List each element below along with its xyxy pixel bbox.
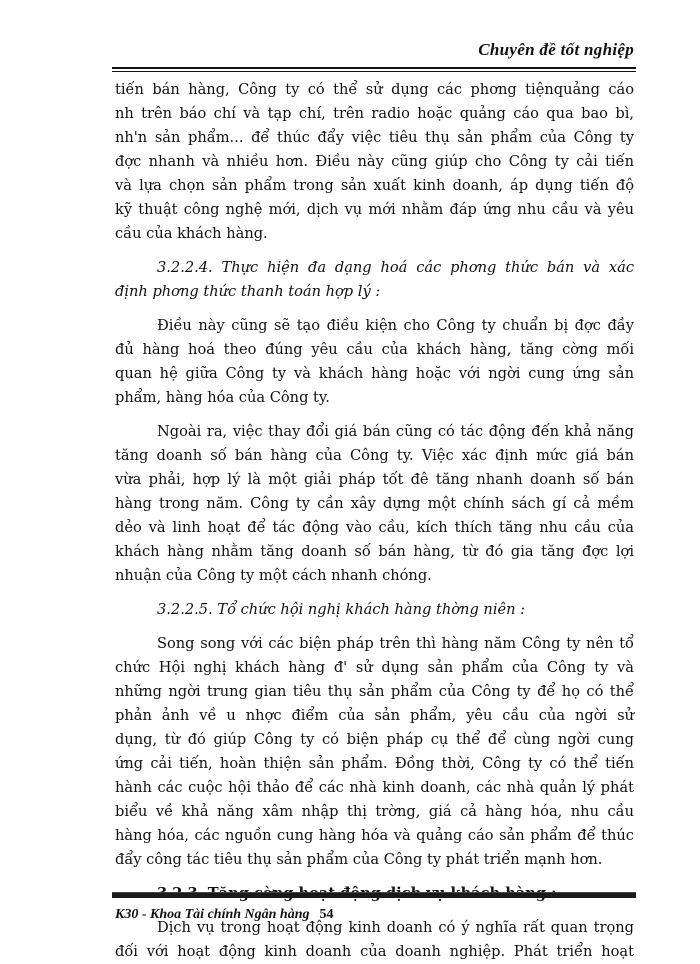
text-line: đối với hoạt động kinh doanh của doanh nghiệp. Phát triển hoạt xyxy=(115,943,634,960)
paragraph xyxy=(115,420,634,588)
text-line: chức Hội nghị khách hàng đ' sử dụng sản phẩm của Công ty và xyxy=(115,659,634,676)
heading-line: 3.2.2.4. Thực hiện đa dạng hoá các phơng thức bán và xác xyxy=(157,259,634,276)
text-line: phản ảnh về u nhợc điểm của sản phẩm, yêu cầu của ngời sử xyxy=(115,707,634,724)
paragraph-continuation xyxy=(115,78,634,246)
text-line: kỹ thuật công nghệ mới, dịch vụ mới nhằm đáp ứng nhu cầu và yêu xyxy=(115,201,634,218)
footer-label: K30 - Khoa Tài chính Ngân hàng xyxy=(115,907,310,922)
section-heading-3225: 3.2.2.5. Tổ chức hội nghị khách hàng thờng niên : xyxy=(157,601,526,618)
text-line: Dịch vụ trong hoạt động kinh doanh có ý nghĩa rất quan trọng xyxy=(157,919,634,936)
paragraph xyxy=(115,632,634,872)
section-heading-3224 xyxy=(115,256,634,304)
text-line: đợc nhanh và nhiều hơn. Điều này cũng giúp cho Công ty cải tiến xyxy=(115,153,634,170)
text-line: Song song với các biện pháp trên thì hàng năm Công ty nên tổ xyxy=(157,635,634,652)
text-line: những ngời trung gian tiêu thụ sản phẩm của Công ty để họ có thể xyxy=(115,683,634,700)
text-line: hàng hóa, các nguồn cung hàng hóa và quảng cáo sản phẩm để thúc xyxy=(115,827,634,844)
text-line: biểu về khả năng xâm nhập thị trờng, giá cả hàng hóa, nhu cầu xyxy=(115,803,634,820)
text-line: ứng cải tiến, hoàn thiện sản phẩm. Đồng thời, Công ty có thể tiến xyxy=(115,755,634,772)
footer-rule xyxy=(112,892,636,898)
text-line: quan hệ giữa Công ty và khách hàng hoặc với ngời cung ứng sản xyxy=(115,365,634,382)
running-header-title: Chuyên đề tốt nghiệp xyxy=(478,40,634,59)
text-line: Ngoài ra, việc thay đổi giá bán cũng có tác động đến khả năng xyxy=(157,423,634,440)
text-line: dẻo và linh hoạt để tác động vào cầu, kích thích tăng nhu cầu của xyxy=(115,519,634,536)
text-line: đủ hàng hoá theo đúng yêu cầu của khách hàng, tăng cờng mối xyxy=(115,341,634,358)
page-number: 54 xyxy=(319,907,334,922)
text-line: hàng trong năm. Công ty cần xây dựng một chính sách gí cả mềm xyxy=(115,495,634,512)
heading-line: định phơng thức thanh toán hợp lý : xyxy=(115,283,381,300)
text-line: nh'n sản phẩm... để thúc đẩy việc tiêu thụ sản phẩm của Công ty xyxy=(115,129,634,146)
paragraph xyxy=(115,916,634,964)
text-line: và lựa chọn sản phẩm trong sản xuất kinh doanh, áp dụng tiến độ xyxy=(115,177,634,194)
text-line: cầu của khách hàng. xyxy=(115,225,268,242)
text-line: Điều này cũng sẽ tạo điều kiện cho Công ty chuẩn bị đợc đầy xyxy=(157,317,634,334)
text-line: khách hàng nhằm tăng doanh số bán hàng, từ đó gia tăng đợc lợi xyxy=(115,543,634,560)
text-line: vừa phải, hợp lý là một giải pháp tốt đê tăng nhanh doanh số bán xyxy=(115,471,634,488)
page-body xyxy=(115,78,634,964)
text-line: nhuận của Công ty một cách nhanh chóng. xyxy=(115,567,432,584)
text-line: đẩy công tác tiêu thụ sản phẩm của Công ty phát triển mạnh hơn. xyxy=(115,851,603,868)
header-rule xyxy=(112,67,636,72)
text-line: dụng, từ đó giúp Công ty có biện pháp cụ thể để cùng ngời cung xyxy=(115,731,634,748)
text-line: hành các cuộc hội thảo để các nhà kinh doanh, các nhà quản lý phát xyxy=(115,779,634,796)
text-line: phẩm, hàng hóa của Công ty. xyxy=(115,389,330,406)
text-line: nh trên báo chí và tạp chí, trên radio hoặc quảng cáo qua bao bì, xyxy=(115,105,634,122)
paragraph xyxy=(115,314,634,410)
text-line: tiến bán hàng, Công ty có thể sử dụng các phơng tiệnquảng cáo xyxy=(115,81,634,98)
text-line: tăng doanh số bán hàng của Công ty. Việc xác định mức giá bán xyxy=(115,447,634,464)
running-footer xyxy=(115,907,334,923)
